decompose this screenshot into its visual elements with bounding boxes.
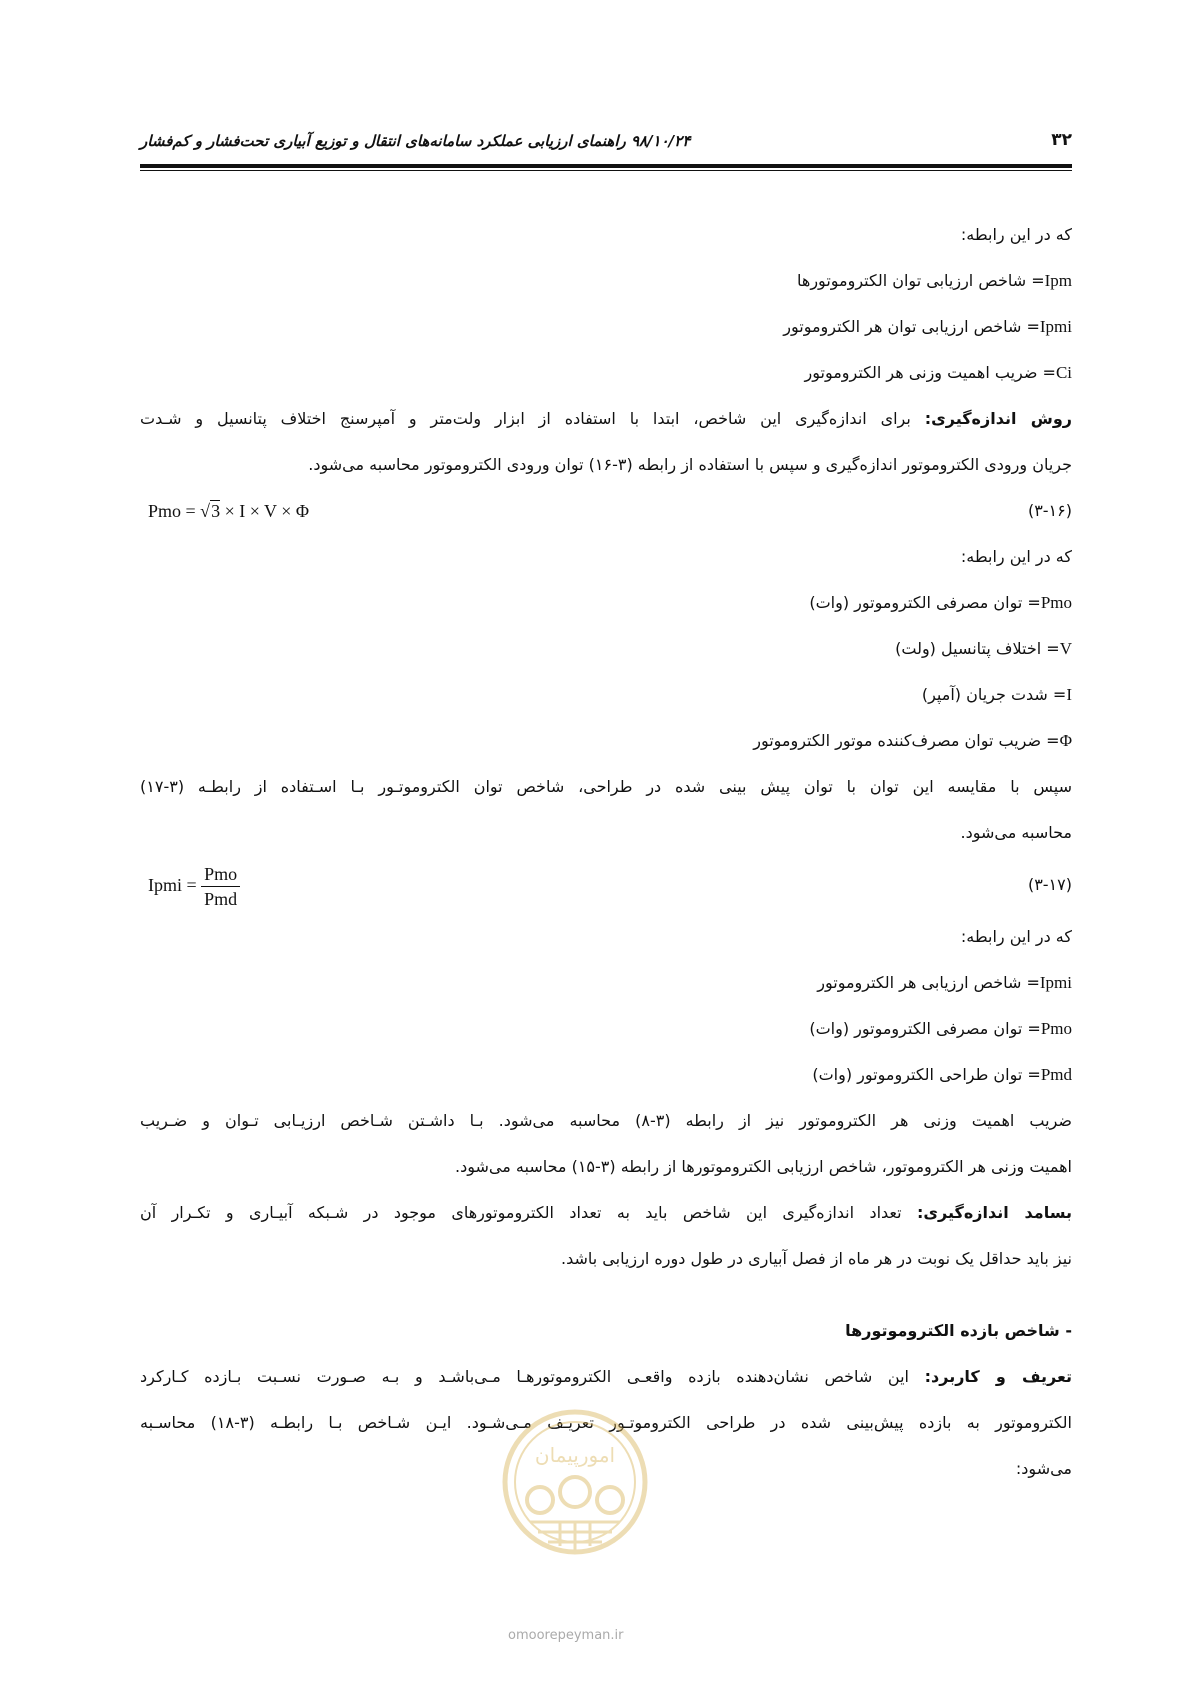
definition-phi xyxy=(140,718,1072,764)
definition-pmo xyxy=(140,580,1072,626)
page-number: ۳۲ xyxy=(1051,130,1072,150)
equation-3-16 xyxy=(140,488,1072,534)
definition-text: = شدت جریان (آمپر) xyxy=(921,685,1067,704)
definition-ipmi xyxy=(140,304,1072,350)
method-paragraph-line2: جریان ورودی الکتروموتور اندازه‌گیری و سپس با استفاده از رابطه (۳-۱۶) توان ورودی الکتروموتور محاسبه می‌شود. xyxy=(308,455,1072,474)
symbol: Pmo xyxy=(1040,1019,1072,1038)
equation-3-17 xyxy=(140,856,1072,914)
definition-paragraph-line1: تعریف و کاربرد: این شاخص نشان‌دهنده بازده واقعـی الکتروموتورهـا مـی‌باشـد و بـه صـورت نسـبت بـازده کـارکرد xyxy=(140,1367,1073,1386)
symbol: Φ xyxy=(1059,731,1072,750)
symbol: Ipmi xyxy=(1039,973,1072,992)
definition-text: = توان مصرفی الکتروموتور (وات) xyxy=(809,593,1041,612)
where-intro: که در این رابطه: xyxy=(960,225,1072,244)
definition-ci xyxy=(140,350,1072,396)
definition-ipm xyxy=(140,258,1072,304)
definition-i xyxy=(140,672,1072,718)
numerator: Pmo xyxy=(201,862,240,887)
compare-paragraph-line1: سپس با مقایسه این توان با توان پیش بینی شده در طراحی، شاخص توان الکتروموتـور بـا اسـتفاده از رابطـه (۳-۱۷) xyxy=(140,777,1072,796)
symbol: Ipmi xyxy=(1039,317,1072,336)
frequency-paragraph-line2: نیز باید حداقل یک نوبت در هر ماه از فصل آبیاری در طول دوره ارزیابی باشد. xyxy=(560,1249,1072,1268)
method-paragraph-line1: روش اندازه‌گیری: برای اندازه‌گیری این شاخص، ابتدا با استفاده از ابزار ولت‌متر و آمپرسنج اختلاف پتانسیل و شـدت xyxy=(140,409,1073,428)
definition-pmo xyxy=(140,1006,1072,1052)
weight-paragraph-line2: اهمیت وزنی هر الکتروموتور، شاخص ارزیابی الکتروموتورها از رابطه (۳-۱۵) محاسبه می‌شود. xyxy=(455,1157,1072,1176)
definition-ipmi xyxy=(140,960,1072,1006)
equation-formula: Ipmi = $\frac{\text{Pmo}}{\text{Pmd}}$ xyxy=(148,856,240,914)
definition-text: = شاخص ارزیابی هر الکتروموتور xyxy=(817,973,1040,992)
frequency-label: بسامد اندازه‌گیری: xyxy=(916,1203,1072,1222)
equation-formula: Pmo = √3 × I × V × Φ xyxy=(148,501,310,521)
equation-number: (۳-۱۷) xyxy=(1027,875,1072,894)
watermark-site: omoorepeyman.ir xyxy=(508,1628,624,1643)
definition-paragraph-line3: می‌شود: xyxy=(1015,1459,1072,1478)
definition-paragraph-line2: الکتروموتور به بازده پیش‌بینی شده در طراحی الکتروموتـور تعریـف مـی‌شـود. ایـن شـاخص بـا رابطـه (۳-۱۸) محاسـبه xyxy=(140,1413,1073,1432)
symbol: Ci xyxy=(1055,363,1072,382)
denominator: Pmd xyxy=(204,889,238,910)
equation-number: (۳-۱۶) xyxy=(1027,501,1072,520)
page-body xyxy=(140,212,1072,1492)
symbol: Ipm xyxy=(1044,271,1072,290)
weight-paragraph-line1: ضریب اهمیت وزنی هر الکتروموتور نیز از رابطه (۳-۸) محاسبه می‌شود. بـا داشـتن شـاخص ارزیـابی تـوان و ضـریب xyxy=(140,1111,1072,1130)
spacer xyxy=(140,1282,1072,1308)
watermark-logo xyxy=(500,1400,650,1570)
symbol: Pmd xyxy=(1040,1065,1072,1084)
definition-text: = شاخص ارزیابی توان الکتروموتورها xyxy=(797,271,1045,290)
header-rule-thin xyxy=(140,170,1072,171)
definition-v xyxy=(140,626,1072,672)
section-heading: - شاخص بازده الکتروموتورها xyxy=(845,1321,1072,1340)
page-header xyxy=(140,128,1072,156)
definition-pmd xyxy=(140,1052,1072,1098)
definition-text: = ضریب توان مصرف‌کننده موتور الکتروموتور xyxy=(753,731,1060,750)
sqrt-argument: 3 xyxy=(211,501,221,521)
watermark-logo-text: امورپیمان xyxy=(534,1443,616,1467)
fraction xyxy=(201,862,240,911)
where-intro: که در این رابطه: xyxy=(960,927,1072,946)
frequency-paragraph-line1: بسامد اندازه‌گیری: تعداد اندازه‌گیری این شاخص باید به تعداد الکتروموتورهای موجود در شـبکه آبیـاری و تکـرار آن xyxy=(140,1203,1072,1222)
definition-label: تعریف و کاربرد: xyxy=(924,1367,1073,1386)
symbol: Pmo xyxy=(1040,593,1072,612)
compare-paragraph-line2: محاسبه می‌شود. xyxy=(960,823,1072,842)
definition-text: = توان طراحی الکتروموتور (وات) xyxy=(812,1065,1041,1084)
symbol: I xyxy=(1066,685,1072,704)
where-intro: که در این رابطه: xyxy=(960,547,1072,566)
running-title: ۹۸/۱۰/۲۴ راهنمای ارزیابی عملکرد سامانه‌های انتقال و توزیع آبیاری تحت‌فشار و کم‌فشار xyxy=(140,132,691,150)
definition-text: = توان مصرفی الکتروموتور (وات) xyxy=(809,1019,1041,1038)
method-label: روش اندازه‌گیری: xyxy=(924,409,1073,428)
definition-text: = اختلاف پتانسیل (ولت) xyxy=(895,639,1060,658)
symbol: V xyxy=(1059,639,1072,658)
header-rule-thick xyxy=(140,164,1072,168)
definition-text: = شاخص ارزیابی توان هر الکتروموتور xyxy=(783,317,1040,336)
definition-text: = ضریب اهمیت وزنی هر الکتروموتور xyxy=(804,363,1056,382)
